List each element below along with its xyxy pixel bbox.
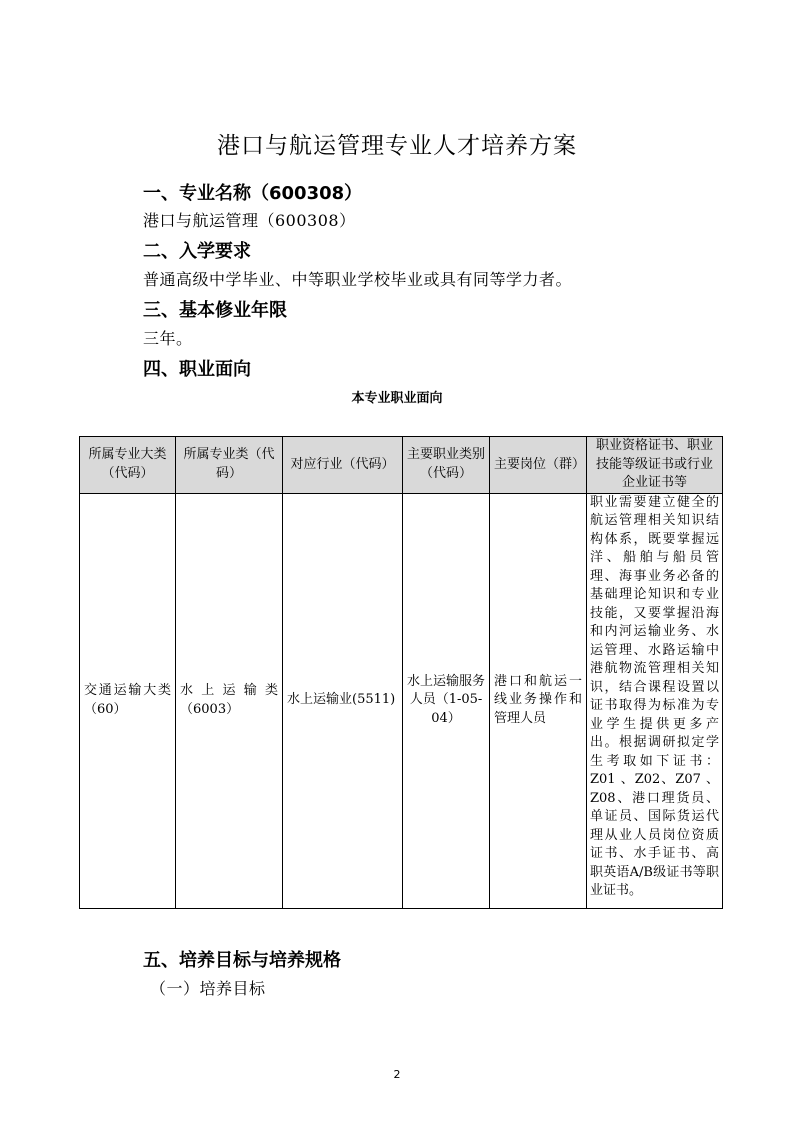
table-header-cell: 主要职业类别（代码）	[403, 437, 490, 494]
section-heading-admission: 二、入学要求	[143, 241, 251, 262]
section-text-major-name: 港口与航运管理（600308）	[143, 211, 356, 230]
table-cell-industry: 水上运输业(5511)	[283, 493, 403, 908]
table-header-cell: 所属专业类（代码）	[176, 437, 283, 494]
document-title: 港口与航运管理专业人才培养方案	[217, 133, 577, 159]
table-cell-positions: 港口和航运一线业务操作和管理人员	[490, 493, 587, 908]
table-header-cell: 所属专业大类（代码）	[80, 437, 176, 494]
table-cell-occupation: 水上运输服务人员（1-05-04）	[403, 493, 490, 908]
section-heading-duration: 三、基本修业年限	[143, 300, 287, 321]
section-text-admission: 普通高级中学毕业、中等职业学校毕业或具有同等学力者。	[143, 270, 573, 289]
section-heading-career: 四、职业面向	[143, 359, 251, 380]
section-heading-major-name: 一、专业名称（600308）	[143, 183, 363, 204]
table-header-row	[80, 437, 723, 494]
table-cell-certificates: 职业需要建立健全的航运管理相关知识结构体系，既要掌握远洋、船舶与船员管理、海事业务必备的基础理论知识和专业技能，又要掌握沿海和内河运输业务、水运管理、水路运输中港航物流管理相关知识，结合课程设置以证书取得为标准为专业学生提供更多产出。根据调研拟定学生考取如下证书：Z01 、Z02、Z07 、Z08、港口理货员、单证员、国际货运代理从业人员岗位资质证书、水手证书、高职英语A/B级证书等职业证书。	[587, 493, 723, 908]
table-row	[80, 493, 723, 908]
subsection-heading-training-goal: （一）培养目标	[150, 979, 266, 998]
table-header-cell: 主要岗位（群）	[490, 437, 587, 494]
table-cell-major-category: 交通运输大类（60）	[80, 493, 176, 908]
table-header-cell: 对应行业（代码）	[283, 437, 403, 494]
table-cell-major-class: 水上运输类（6003）	[176, 493, 283, 908]
section-text-duration: 三年。	[143, 329, 193, 348]
table-caption: 本专业职业面向	[351, 391, 443, 406]
career-orientation-table	[79, 436, 723, 909]
page-number: 2	[393, 1068, 401, 1081]
table-header-cell: 职业资格证书、职业技能等级证书或行业企业证书等	[587, 437, 723, 494]
section-heading-training-goals: 五、培养目标与培养规格	[143, 950, 341, 971]
